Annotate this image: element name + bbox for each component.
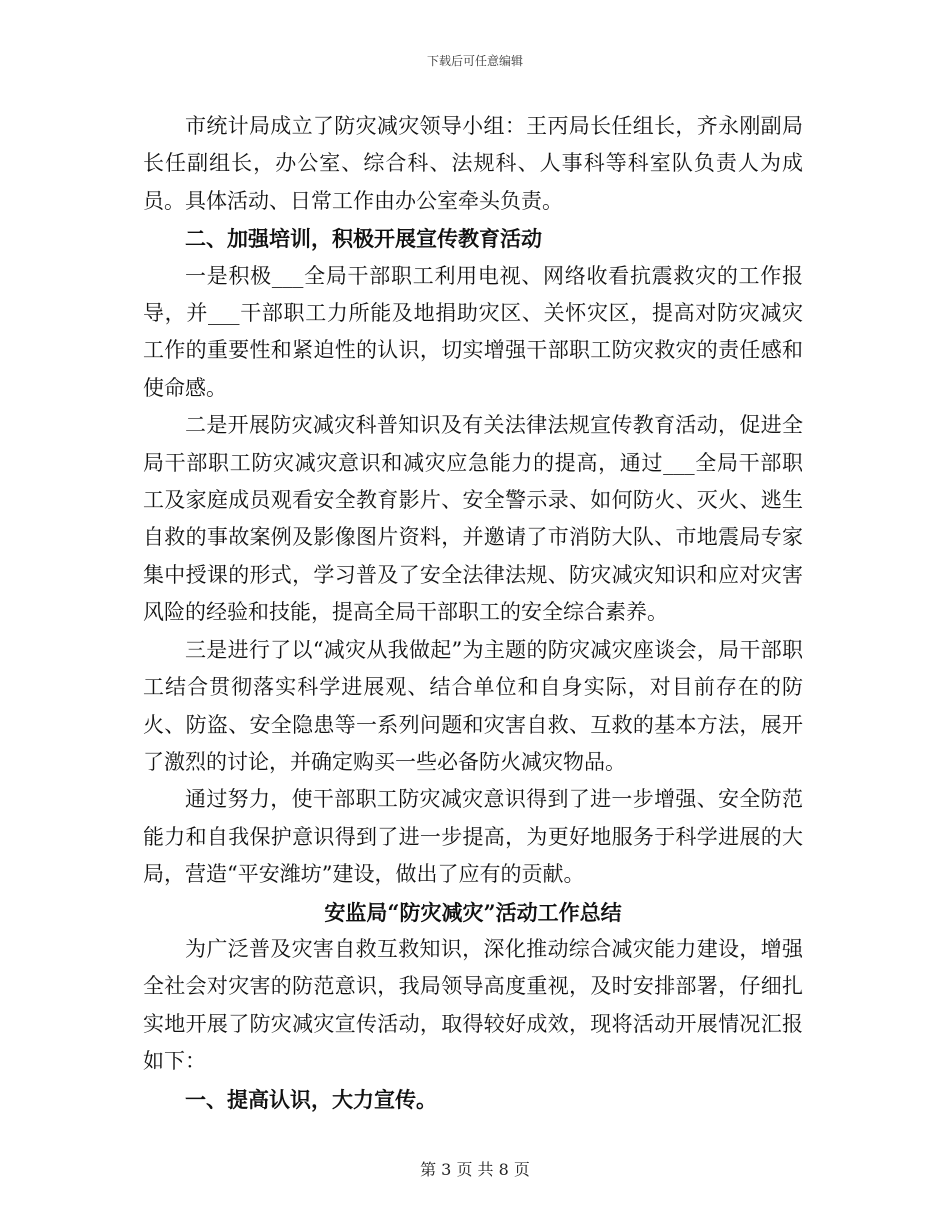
page-header: 下载后可任意编辑 [426, 54, 523, 68]
paragraph-first-point: 一是积极___全局干部职工利用电视、网络收看抗震救灾的工作报导，并___干部职工力所能及地捐助灾区、关怀灾区，提高对防灾减灾工作的重要性和紧迫性的认识，切实增强干部职工防灾救灾的责任感和使命感。 [143, 263, 803, 400]
page-number: 第 3 页 共 8 页 [420, 1160, 530, 1179]
section-heading-training: 二、加强培训，积极开展宣传教育活动 [185, 226, 542, 252]
paragraph-introduction: 为广泛普及灾害自救互救知识，深化推动综合减灾能力建设，增强全社会对灾害的防范意识，我局领导高度重视，及时安排部署，仔细扎实地开展了防灾减灾宣传活动，取得较好成效，现将活动开展情况汇报如下： [143, 936, 803, 1074]
paragraph-second-point: 二是开展防灾减灾科普知识及有关法律法规宣传教育活动，促进全局干部职工防灾减灾意识和减灾应急能力的提高，通过___全局干部职工及家庭成员观看安全教育影片、安全警示录、如何防火、灭火、逃生自救的事故案例及影像图片资料，并邀请了市消防大队、市地震局专家集中授课的形式，学习普及了安全法律法规、防灾减灾知识和应对灾害风险的经验和技能，提高全局干部职工的安全综合素养。 [143, 413, 803, 625]
paragraph-conclusion: 通过努力，使干部职工防灾减灾意识得到了进一步增强、安全防范能力和自我保护意识得到了进一步提高，为更好地服务于科学进展的大局，营造“平安潍坊”建设，做出了应有的贡献。 [143, 787, 803, 887]
section-heading-awareness: 一、提高认识，大力宣传。 [185, 1086, 437, 1112]
paragraph-leadership-group: 市统计局成立了防灾减灾领导小组：王丙局长任组长，齐永刚副局长任副组长，办公室、综合科、法规科、人事科等科室队负责人为成员。具体活动、日常工作由办公室牵头负责。 [143, 114, 803, 213]
paragraph-third-point: 三是进行了以“减灾从我做起”为主题的防灾减灾座谈会，局干部职工结合贯彻落实科学进展观、结合单位和自身实际，对目前存在的防火、防盗、安全隐患等一系列问题和灾害自救、互救的基本方法，展开了激烈的讨论，并确定购买一些必备防火减灾物品。 [143, 637, 803, 774]
document-body [143, 108, 803, 1118]
document-title-safety-bureau: 安监局“防灾减灾”活动工作总结 [324, 899, 622, 925]
